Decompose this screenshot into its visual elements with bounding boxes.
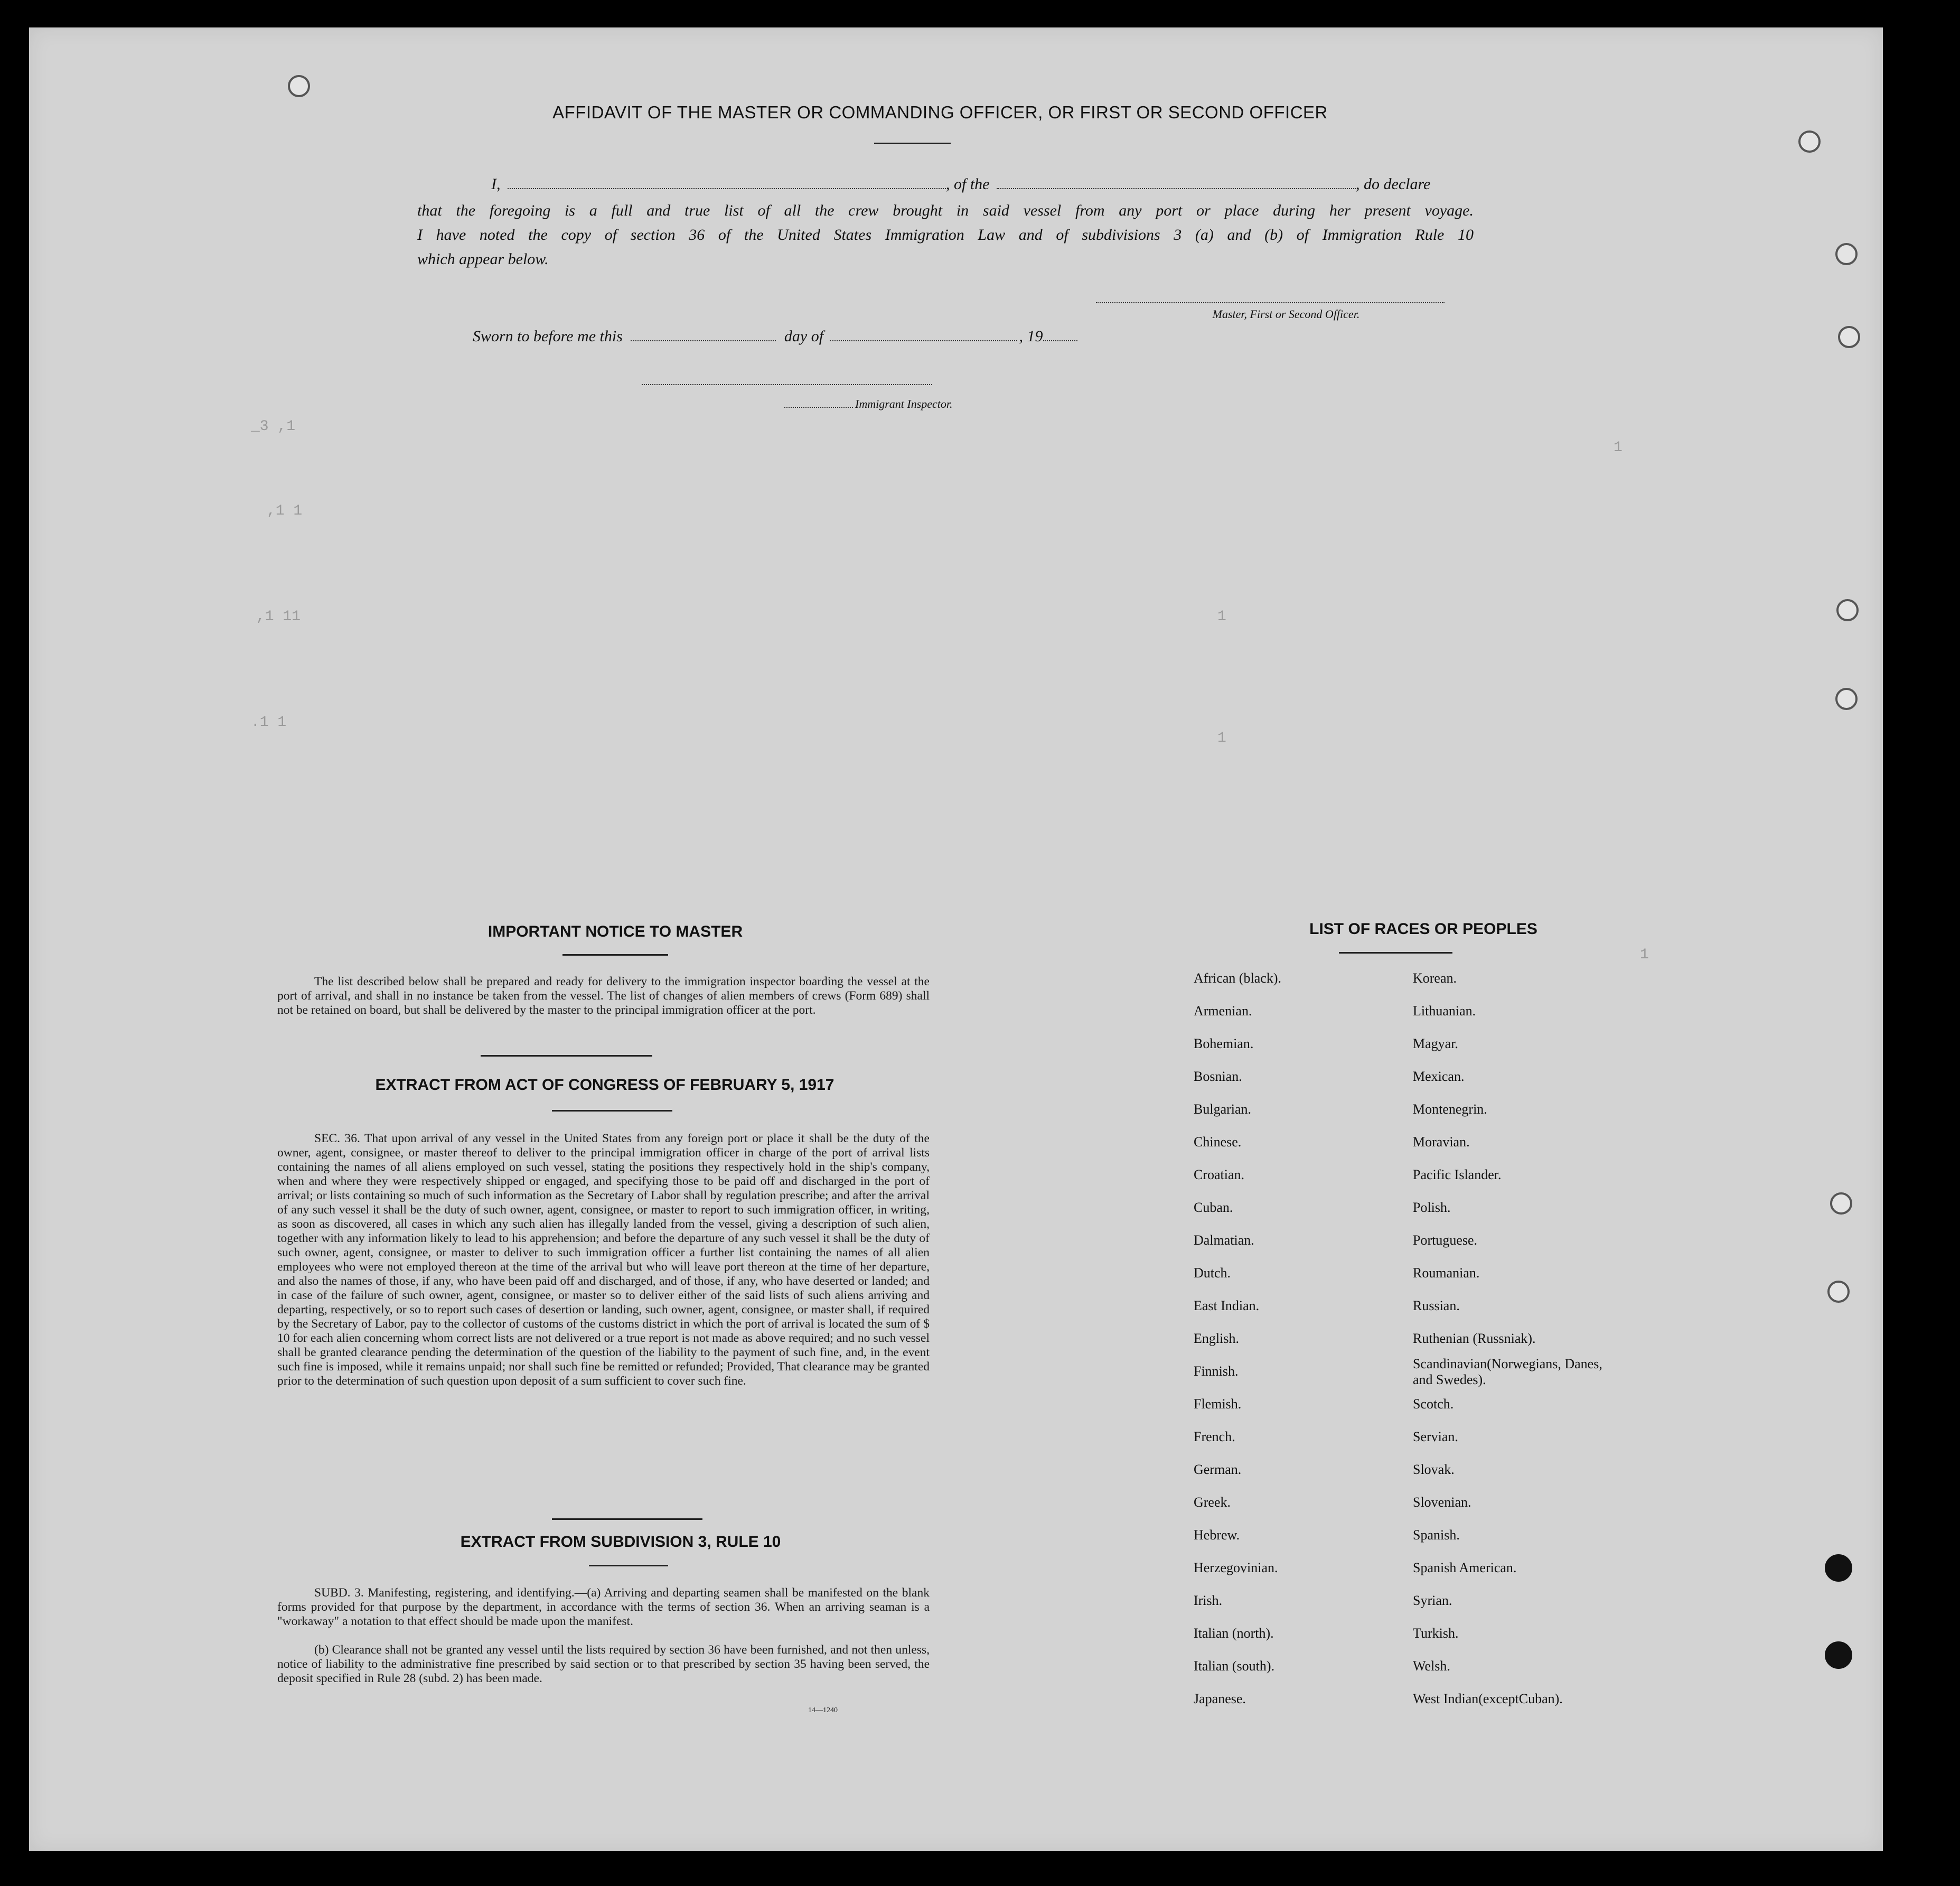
race-item: Turkish. [1413, 1626, 1459, 1641]
race-item: Syrian. [1413, 1593, 1452, 1608]
inspector-name-field[interactable] [784, 407, 853, 408]
race-item: Italian (north). [1194, 1626, 1274, 1641]
race-item: Hebrew. [1194, 1527, 1240, 1543]
sworn-line [473, 328, 1159, 346]
bleed-through-mark: 1 [1640, 947, 1649, 963]
race-item: Roumanian. [1413, 1265, 1480, 1281]
sworn-label: Sworn to before me this [473, 328, 623, 345]
year-prefix-label: , 19 [1019, 328, 1043, 345]
punch-hole-icon [1838, 326, 1860, 348]
punch-hole-icon [1825, 1641, 1852, 1669]
race-item: Mexican. [1413, 1069, 1465, 1084]
races-divider [1339, 952, 1452, 954]
section-divider [481, 1055, 652, 1057]
sworn-day-field[interactable] [631, 340, 776, 341]
affidavit-title: AFFIDAVIT OF THE MASTER OR COMMANDING OFFICER, OR FIRST OR SECOND OFFICER [552, 102, 1328, 122]
races-title: LIST OF RACES OR PEOPLES [1309, 920, 1537, 938]
race-item: French. [1194, 1429, 1235, 1444]
punch-hole-icon [1827, 1281, 1850, 1303]
notice-text: The list described below shall be prepared and ready for delivery to the immigration inspector boarding the vessel at the port of arrival, and shall in no instance be taken from the vessel. The list of changes of alien members of crews (Form 689) shall not be retained on board, but shall be delivered by the master to the principal immigration officer at the port. [277, 975, 930, 1017]
form-number: 14—1240 [808, 1706, 838, 1714]
punch-hole-icon [1830, 1192, 1852, 1215]
race-item: Spanish. [1413, 1527, 1460, 1543]
do-declare-label: , do declare [1356, 175, 1431, 193]
bleed-through-mark: ,1 11 [256, 609, 301, 625]
race-item: Lithuanian. [1413, 1003, 1476, 1019]
i-label: I, [491, 175, 501, 193]
bleed-through-mark: 1 [1614, 440, 1623, 456]
race-item: Dalmatian. [1194, 1233, 1254, 1248]
race-item: Japanese. [1194, 1691, 1246, 1706]
notice-title: IMPORTANT NOTICE TO MASTER [487, 923, 743, 940]
race-item: Greek. [1194, 1495, 1231, 1510]
race-item: Irish. [1194, 1593, 1223, 1608]
race-item: Bulgarian. [1194, 1101, 1252, 1117]
officer-name-field[interactable] [508, 188, 946, 189]
race-item: Flemish. [1194, 1396, 1242, 1412]
race-item: Armenian. [1194, 1003, 1252, 1019]
race-item: Moravian. [1413, 1134, 1470, 1150]
bleed-through-mark: .1 1 [251, 714, 287, 731]
race-item: Ruthenian (Russniak). [1413, 1331, 1536, 1346]
punch-hole-icon [1835, 243, 1858, 265]
inspector-caption [784, 397, 996, 411]
race-item: Scandinavian(Norwegians, Danes, and Swedes). [1413, 1356, 1602, 1387]
rule10-title: EXTRACT FROM SUBDIVISION 3, RULE 10 [460, 1533, 781, 1551]
race-item: German. [1194, 1462, 1242, 1477]
race-item: Magyar. [1413, 1036, 1458, 1051]
race-item: Korean. [1413, 970, 1457, 986]
affidavit-declaration-line [470, 175, 1474, 193]
race-item: Montenegrin. [1413, 1101, 1487, 1117]
document-sheet [29, 27, 1883, 1851]
punch-hole-icon [288, 75, 310, 97]
race-item: Portuguese. [1413, 1233, 1478, 1248]
race-item: Scotch. [1413, 1396, 1454, 1412]
race-item: Servian. [1413, 1429, 1458, 1444]
race-item: Italian (south). [1194, 1658, 1275, 1674]
inspector-caption-text: Immigrant Inspector. [855, 397, 953, 410]
race-item: Bosnian. [1194, 1069, 1242, 1084]
signature-line[interactable] [1096, 302, 1445, 303]
race-item: Russian. [1413, 1298, 1460, 1313]
race-item: African (black). [1194, 970, 1282, 986]
punch-hole-icon [1825, 1554, 1852, 1582]
sworn-year-field[interactable] [1043, 340, 1077, 341]
title-divider [874, 143, 951, 144]
bleed-through-mark: 1 [1217, 609, 1226, 625]
race-item: Herzegovinian. [1194, 1560, 1278, 1575]
punch-hole-icon [1836, 599, 1859, 621]
rule10-divider [589, 1565, 668, 1566]
race-item: Slovenian. [1413, 1495, 1471, 1510]
of-the-label: , of the [946, 175, 990, 193]
race-item: English. [1194, 1331, 1239, 1346]
affidavit-line-2: I have noted the copy of section 36 of the United States Immigration Law and of subdivisions 3 (a) and (b) of Immigration Rule 10 [417, 226, 1474, 244]
race-item: West Indian(exceptCuban). [1413, 1691, 1563, 1706]
bleed-through-mark: _3 ,1 [251, 418, 296, 435]
punch-hole-icon [1835, 688, 1858, 710]
vessel-name-field[interactable] [997, 188, 1356, 189]
sworn-month-field[interactable] [830, 340, 1017, 341]
notice-divider [562, 954, 668, 956]
act-divider [552, 1110, 672, 1112]
bleed-through-mark: 1 [1217, 730, 1226, 746]
rule10-text-a: SUBD. 3. Manifesting, registering, and identifying.—(a) Arriving and departing seamen shall be manifested on the blank forms provided for that purpose by the department, in accordance with the terms of section 36. When an arriving seaman is a "workaway" a notation to that effect should be made upon the manifest. [277, 1586, 930, 1628]
section-divider [552, 1518, 702, 1520]
race-item: Polish. [1413, 1200, 1451, 1215]
punch-hole-icon [1798, 130, 1821, 153]
race-item: Slovak. [1413, 1462, 1455, 1477]
race-item: Chinese. [1194, 1134, 1242, 1150]
rule10-text-b: (b) Clearance shall not be granted any vessel until the lists required by section 36 have been furnished, and not then unless, notice of liability to the administrative fine prescribed by said section or to that prescribed by section 35 having been served, the deposit specified in Rule 28 (subd. 2) has been made. [277, 1643, 930, 1685]
race-item: Pacific Islander. [1413, 1167, 1502, 1182]
affidavit-line-3: which appear below. [417, 250, 549, 268]
day-of-label: day of [784, 328, 824, 345]
act-text: SEC. 36. That upon arrival of any vessel in the United States from any foreign port or place it shall be the duty of the owner, agent, consignee, or master thereof to deliver to the principal immigration officer in charge of the port of arrival lists containing the names of all aliens employed on such vessel, stating the positions they respectively hold in the ship's company, when and where they were respectively shipped or engaged, and specifying those to be paid off and discharged in the port of arrival; or lists containing so much of such information as the Secretary of Labor shall by regulation prescribe; and after the arrival of any such vessel it shall be the duty of such owner, agent, consignee, or master to report to such immigration officer, in writing, as soon as discovered, all cases in which any such alien has illegally landed from the vessel, giving a description of such alien, together with any information likely to lead to his apprehension; and before the departure of any such vessel it shall be the duty of such owner, agent, consignee, or master to deliver to such immigration officer a further list containing the names of all alien employees who were not employed thereon at the time of the arrival but who will leave port thereon at the time of her departure, and also the names of those, if any, who have been paid off and discharged, and of those, if any, who have deserted or landed; and in case of the failure of such owner, agent, consignee, or master so to deliver either of the said lists of such aliens arriving and departing, respectively, or so to report such cases of desertion or landing, such owner, agent, consignee, or master shall, if required by the Secretary of Labor, pay to the collector of customs of the customs district in which the port of arrival is located the sum of $ 10 for each alien concerning whom correct lists are not delivered or a true report is not made as above required; and no such vessel shall be granted clearance pending the determination of the question of the liability to the payment of such fine, and, in the event such fine is imposed, while it remains unpaid; nor shall such fine be remitted or refunded; Provided, That clearance may be granted prior to the determination of such question upon deposit of a sum sufficient to cover such fine. [277, 1132, 930, 1388]
act-title: EXTRACT FROM ACT OF CONGRESS OF FEBRUARY 5, 1917 [375, 1076, 834, 1094]
race-item: Spanish American. [1413, 1560, 1517, 1575]
race-item: Bohemian. [1194, 1036, 1254, 1051]
race-item: Cuban. [1194, 1200, 1233, 1215]
bleed-through-mark: ,1 1 [267, 503, 303, 519]
race-item: Dutch. [1194, 1265, 1231, 1281]
inspector-signature-line[interactable] [642, 384, 932, 385]
race-item: Welsh. [1413, 1658, 1450, 1674]
signature-caption: Master, First or Second Officer. [1212, 307, 1360, 321]
affidavit-line-1: that the foregoing is a full and true list of all the crew brought in said vessel from any port or place during her present voyage. [417, 202, 1474, 219]
race-item: Finnish. [1194, 1364, 1239, 1379]
race-item: East Indian. [1194, 1298, 1260, 1313]
race-item: Croatian. [1194, 1167, 1245, 1182]
